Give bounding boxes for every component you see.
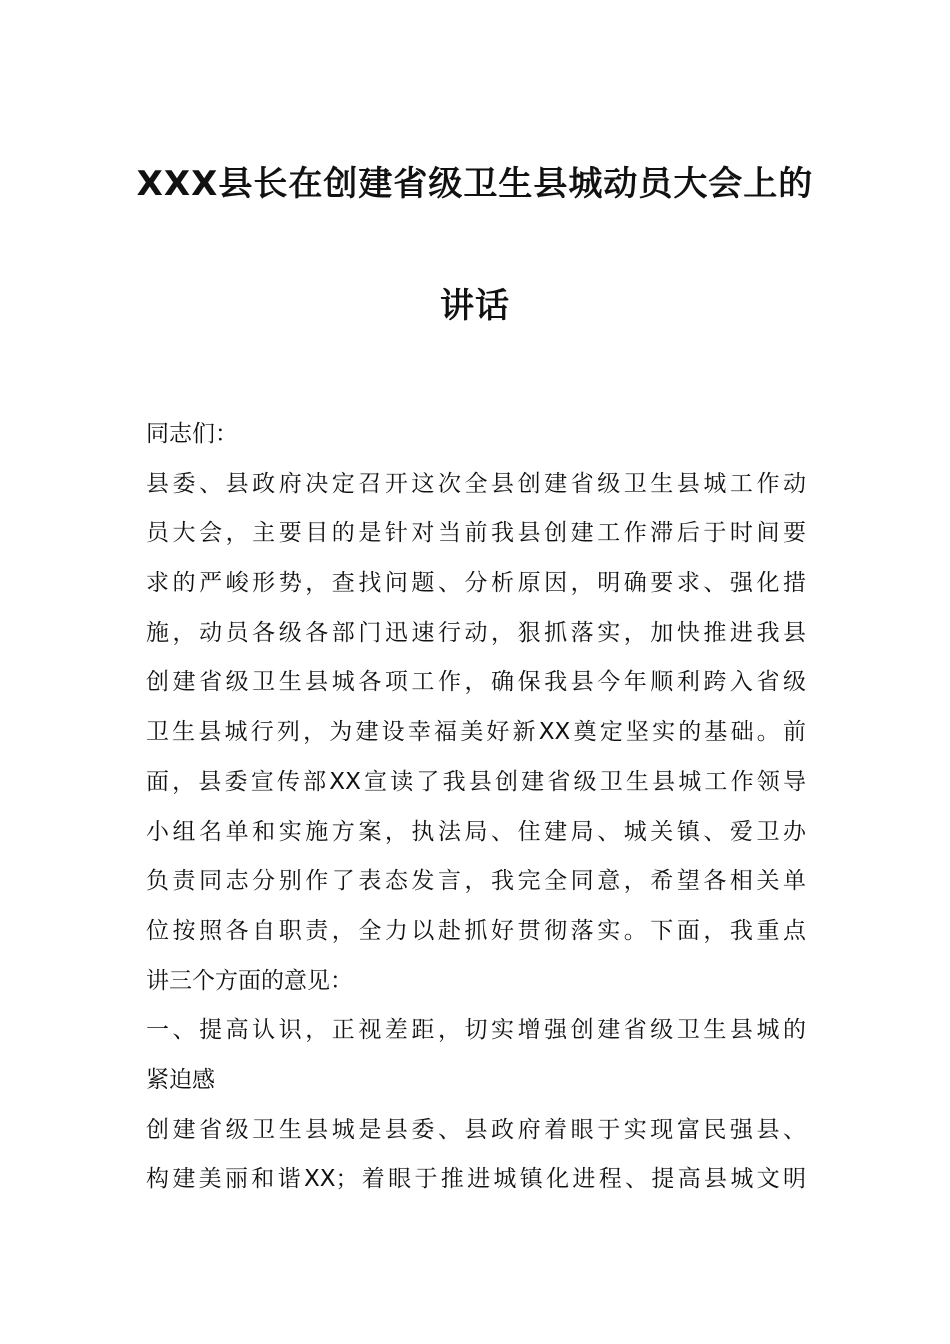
body-text-line: 讲三个方面的意见：	[146, 967, 353, 994]
body-text-line: 求的严峻形势，查找问题、分析原因，明确要求、强化措	[146, 570, 806, 597]
body-text-line: 紧迫感	[146, 1066, 215, 1093]
body-text-line: 面，县委宣传部XX宣读了我县创建省级卫生县城工作领导	[146, 768, 806, 795]
document-title-line-2: 讲话	[440, 286, 510, 326]
body-text-line: 县委、县政府决定召开这次全县创建省级卫生县城工作动	[146, 470, 806, 497]
body-text-line: 构建美丽和谐XX；着眼于推进城镇化进程、提高县城文明	[146, 1166, 806, 1193]
body-text-line: 创建省级卫生县城各项工作，确保我县今年顺利跨入省级	[146, 669, 806, 696]
body-text-line: 施，动员各级各部门迅速行动，狠抓落实，加快推进我县	[146, 619, 806, 646]
body-text-line: 小组名单和实施方案，执法局、住建局、城关镇、爱卫办	[146, 818, 806, 845]
body-text-line: 卫生县城行列，为建设幸福美好新XX奠定坚实的基础。前	[146, 719, 806, 746]
body-text-line: 一、提高认识，正视差距，切实增强创建省级卫生县城的	[146, 1017, 806, 1044]
body-text-line: 同志们：	[146, 421, 238, 447]
body-text-line: 位按照各自职责，全力以赴抓好贯彻落实。下面，我重点	[146, 917, 806, 944]
body-text-line: 创建省级卫生县城是县委、县政府着眼于实现富民强县、	[146, 1116, 806, 1143]
document-title-line-1: XXX县长在创建省级卫生县城动员大会上的	[136, 164, 814, 204]
speech-body	[146, 410, 806, 1205]
body-text-line: 员大会，主要目的是针对当前我县创建工作滞后于时间要	[146, 520, 806, 547]
body-text-line: 负责同志分别作了表态发言，我完全同意，希望各相关单	[146, 868, 806, 895]
